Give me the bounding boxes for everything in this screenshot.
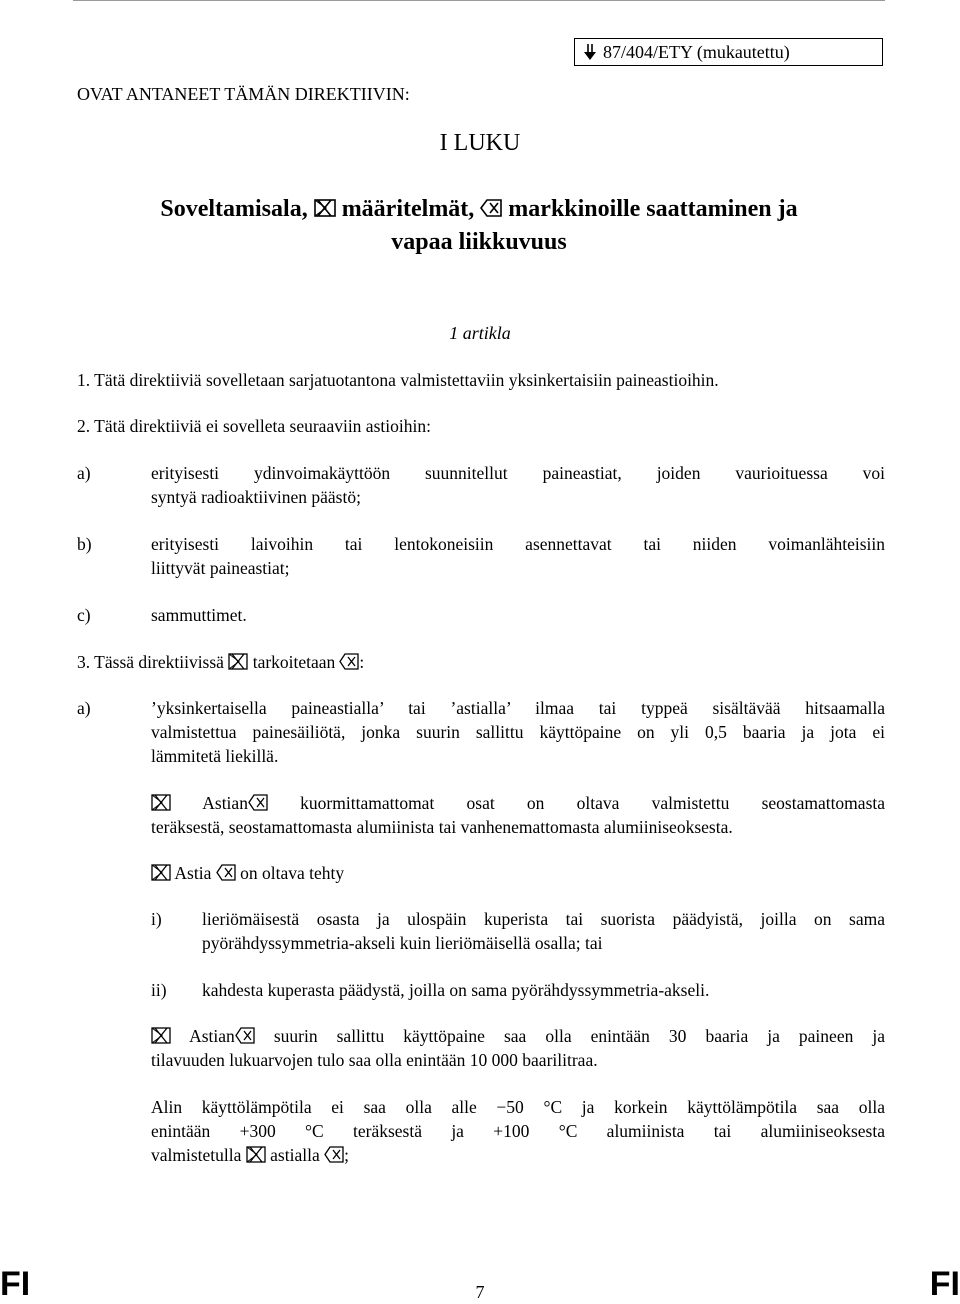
- insert-start-marker-icon: [151, 864, 171, 881]
- insert-end-marker-icon: [235, 1027, 255, 1044]
- paragraph-text: suurin sallittu käyttöpaine saa olla enintään 30 baaria ja paineen ja: [273, 1026, 885, 1046]
- list-item-label: a): [77, 698, 91, 718]
- paragraph-line: Alin käyttölämpötila ei saa olla alle −50 °C ja korkein käyttölämpötila saa olla: [151, 1097, 885, 1117]
- list-item-line: valmistettua painesäiliötä, jonka suurin sallittu käyttöpaine on yli 0,5 baaria ja jota ei: [151, 722, 885, 742]
- sublist-item-line: lieriömäisestä osasta ja ulospäin kuperista tai suorista päädyistä, joilla on sama: [202, 909, 885, 929]
- chapter-label: I LUKU: [439, 130, 521, 156]
- paragraph-text: ;: [344, 1145, 349, 1165]
- insert-end-marker-icon: [248, 794, 268, 811]
- paragraph-line: [151, 791, 885, 815]
- sublist-item-line: kahdesta kuperasta päädystä, joilla on sama pyörähdyssymmetria-akseli.: [202, 980, 710, 1000]
- chapter-title-part3: markkinoille saattaminen ja: [508, 196, 798, 222]
- list-item-line: ’yksinkertaisella paineastialla’ tai ’astialla’ ilmaa tai typpeä sisältävää hitsaamalla: [151, 698, 885, 718]
- reference-text: 87/404/ETY (mukautettu): [603, 42, 790, 62]
- list-item-label: a): [77, 463, 91, 483]
- paragraph-temperature: [151, 1095, 885, 1167]
- reference-box: [574, 38, 883, 66]
- list-item: [151, 696, 885, 768]
- paragraph-line: enintään +300 °C teräksestä ja +100 °C alumiinista tai alumiiniseoksesta: [151, 1121, 885, 1141]
- list-item: [151, 603, 885, 627]
- sublist-item: [202, 978, 885, 1002]
- list-item-label: c): [77, 605, 91, 625]
- paragraph-text: valmistetulla: [151, 1145, 242, 1165]
- paragraph-3-end: :: [359, 652, 365, 672]
- paragraph-1: 1. Tätä direktiiviä sovelletaan sarjatuotantona valmistettaviin yksinkertaisiin paineastioihin.: [77, 370, 719, 390]
- paragraph-line: teräksestä, seostamattomasta alumiinista tai vanhenemattomasta alumiiniseoksesta.: [151, 817, 733, 837]
- sublist-item: [202, 907, 885, 955]
- paragraph-word: Astian: [202, 793, 248, 813]
- insert-start-marker-icon: [314, 198, 336, 218]
- insert-start-marker-icon: [151, 1027, 171, 1044]
- list-item-line: sammuttimet.: [151, 605, 247, 625]
- down-arrow-icon: [583, 42, 597, 60]
- list-item-label: b): [77, 534, 92, 554]
- chapter-title-part2: määritelmät,: [341, 196, 475, 222]
- paragraph-word: Astian: [189, 1026, 235, 1046]
- list-item-line: lämmitetä liekillä.: [151, 746, 279, 766]
- paragraph-word: astialla: [270, 1145, 320, 1165]
- paragraph-line: [151, 1143, 885, 1167]
- chapter-title-part1: Soveltamisala,: [160, 196, 308, 222]
- insert-start-marker-icon: [246, 1146, 266, 1163]
- paragraph-astian-pressure: [151, 1024, 885, 1072]
- list-item-line: liittyvät paineastiat;: [151, 558, 290, 578]
- list-item: [151, 532, 885, 580]
- footer-language-right: FI: [929, 1265, 960, 1303]
- page-number: 7: [475, 1282, 485, 1302]
- insert-start-marker-icon: [151, 794, 171, 811]
- chapter-title: [73, 193, 885, 259]
- sublist-item-label: ii): [151, 980, 167, 1000]
- paragraph-line: tilavuuden lukuarvojen tulo saa olla enintään 10 000 baarilitraa.: [151, 1050, 598, 1070]
- paragraph-3: [77, 650, 885, 674]
- paragraph-astian-parts: [151, 791, 885, 839]
- sublist-item-line: pyörähdyssymmetria-akseli kuin lieriömäisellä osalla; tai: [202, 933, 603, 953]
- paragraph-word: Astia: [174, 863, 212, 883]
- insert-end-marker-icon: [480, 198, 502, 218]
- list-item-line: erityisesti laivoihin tai lentokoneisiin asennettavat tai niiden voimanlähteisiin: [151, 534, 885, 554]
- list-item: [151, 461, 885, 509]
- insert-start-marker-icon: [228, 653, 248, 670]
- insert-end-marker-icon: [324, 1146, 344, 1163]
- insert-end-marker-icon: [339, 653, 359, 670]
- top-rule: [73, 0, 885, 1]
- sublist-item-label: i): [151, 909, 162, 929]
- paragraph-3-mid: tarkoitetaan: [252, 652, 336, 672]
- insert-end-marker-icon: [216, 864, 236, 881]
- paragraph-text: kuormittamattomat osat on oltava valmistettu seostamattomasta: [300, 793, 886, 813]
- paragraph-2: 2. Tätä direktiiviä ei sovelleta seuraaviin astioihin:: [77, 416, 431, 436]
- intro-text: OVAT ANTANEET TÄMÄN DIREKTIIVIN:: [77, 84, 410, 104]
- footer-language-left: FI: [0, 1265, 31, 1303]
- paragraph-3-start: 3. Tässä direktiivissä: [77, 652, 224, 672]
- paragraph-text: on oltava tehty: [240, 863, 345, 883]
- paragraph-line: [151, 1024, 885, 1048]
- paragraph-astia-made: [151, 861, 885, 885]
- article-label: 1 artikla: [449, 323, 511, 343]
- chapter-title-line2: vapaa liikkuvuus: [391, 229, 567, 255]
- list-item-line: erityisesti ydinvoimakäyttöön suunnitellut paineastiat, joiden vaurioituessa voi: [151, 463, 885, 483]
- list-item-line: syntyä radioaktiivinen päästö;: [151, 487, 361, 507]
